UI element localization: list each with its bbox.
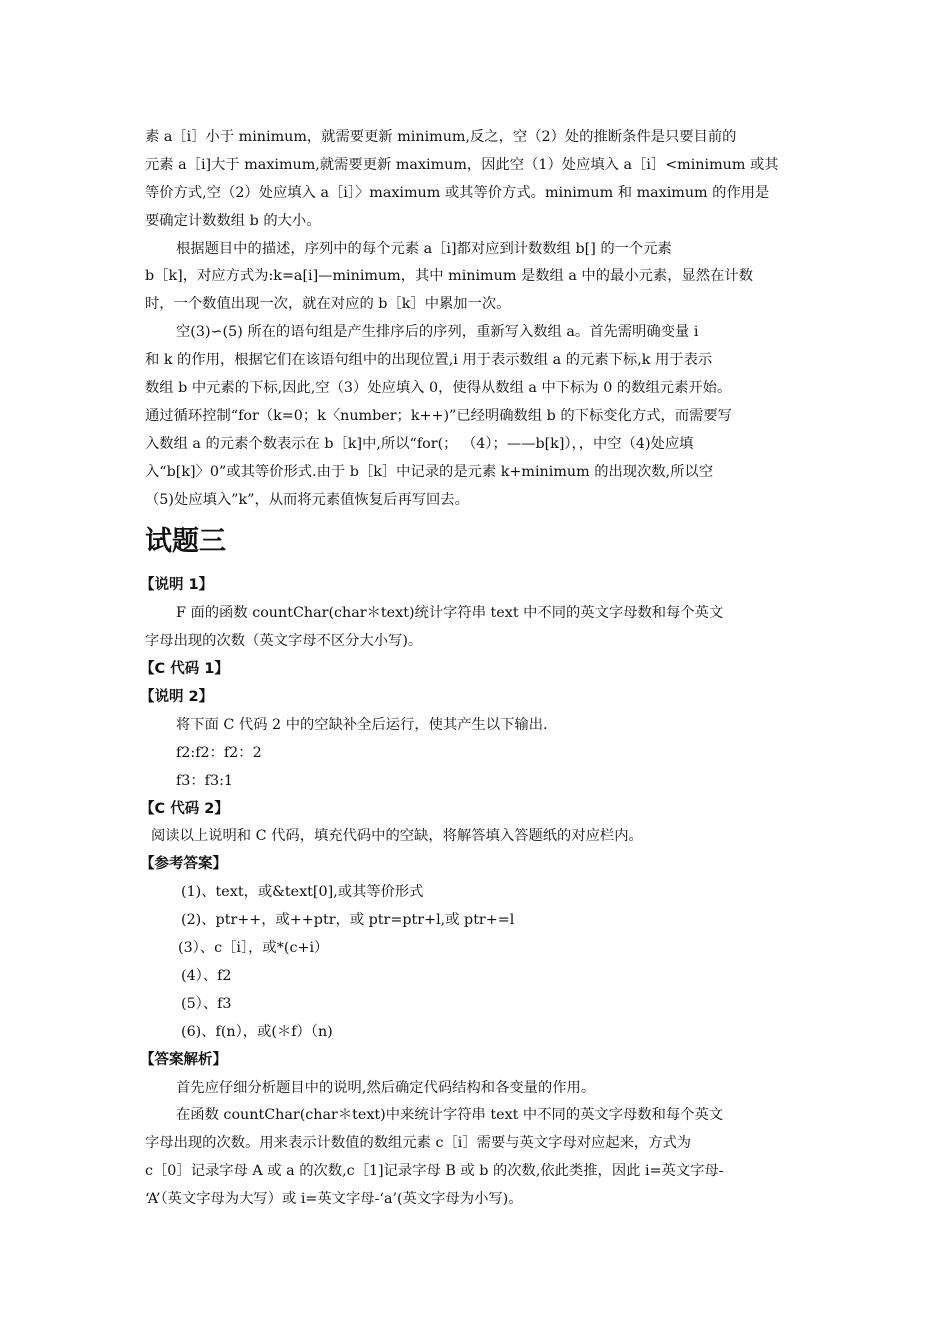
text-line: 和 k 的作用，根据它们在该语句组中的出现位置,i 用于表示数组 a 的元素下标,k 用于表示 [145, 352, 713, 369]
text-line: 素 a［i］小于 minimum，就需要更新 minimum,反之，空（2）处的推断条件是只要目前的 [145, 129, 737, 145]
text-line: （5)处应填入”k”，从而将元素值恢复后再写回去。 [145, 491, 469, 508]
text-line: 空(3)∽(5) 所在的语句组是产生排序后的序列，重新写入数组 a。首先需明确变量 i [176, 324, 699, 341]
answer-item: (6)、f(n），或(＊f）（n) [181, 1023, 333, 1040]
desc2-label: 【说明 2】 [140, 689, 214, 706]
code2-label: 【C 代码 2】 [140, 800, 229, 817]
code1-label: 【C 代码 1】 [140, 661, 229, 678]
text-line: 根据题目中的描述，序列中的每个元素 a［i]都对应到计数数组 b[] 的一个元素 [176, 240, 672, 257]
text-line: 字母出现的次数。用来表示计数值的数组元素 c［i］需要与英文字母对应起来，方式为 [145, 1135, 692, 1152]
answer-item: (4）、f2 [181, 967, 232, 984]
text-line: 入数组 a 的元素个数表示在 b［k]中,所以“for(； （4）；——b[k]），，中空（4)处应填 [145, 435, 694, 452]
text-line: b［k]，对应方式为:k=a[i]—minimum，其中 minimum 是数组 a 中的最小元素，显然在计数 [145, 268, 753, 285]
text-line: 等价方式,空（2）处应填入 a［i］〉maximum 或其等价方式。minimum 和 maximum 的作用是 [145, 184, 770, 201]
output-line: f2:f2：f2：2 [176, 744, 262, 761]
text-line: 要确定计数数组 b 的大小。 [145, 212, 321, 229]
document-page [140, 124, 810, 1214]
text-line: 首先应仔细分析题目中的说明,然后确定代码结构和各变量的作用。 [176, 1079, 596, 1096]
paragraph-mapping [145, 236, 810, 320]
paragraph-continued [145, 124, 810, 236]
answers-label: 【参考答案】 [140, 856, 227, 873]
answer-item: (5）、f3 [181, 995, 232, 1012]
text-line: ‘A’（英文字母为大写）或 i=英文字母-‘a’(英文字母为小写)。 [145, 1191, 523, 1208]
paragraph-sorting [145, 319, 810, 514]
text-line: 通过循环控制“for（k=0；k〈number；k++)”已经明确数组 b 的下标变化方式，而需要写 [145, 407, 732, 424]
text-line: 字母出现的次数（英文字母不区分大小写)。 [145, 633, 423, 650]
answer-item: (2)、ptr++，或++ptr，或 ptr=ptr+l,或 ptr+=l [181, 912, 515, 929]
text-line: 入“b[k]〉0”或其等价形式.由于 b［k］中记录的是元素 k+minimum 的出现次数,所以空 [145, 463, 714, 480]
answer-item: (1)、text，或&text[0],或其等价形式 [181, 884, 424, 901]
section-heading: 试题三 [145, 526, 226, 558]
text-line: 阅读以上说明和 C 代码，填充代码中的空缺，将解答填入答题纸的对应栏内。 [151, 828, 643, 845]
output-line: f3：f3:1 [176, 772, 233, 789]
answer-item: (3）、c［i］，或*(c+i） [178, 940, 329, 957]
desc1-label: 【说明 1】 [140, 577, 214, 594]
text-line: 数组 b 中元素的下标,因此,空（3）处应填入 0，使得从数组 a 中下标为 0 的数组元素开始。 [145, 380, 732, 397]
analysis-label: 【答案解析】 [140, 1051, 227, 1068]
text-line: 将下面 C 代码 2 中的空缺补全后运行，使其产生以下输出. [176, 716, 548, 733]
text-line: c［0］记录字母 A 或 a 的次数,c［1]记录字母 B 或 b 的次数,依此类推，因此 i=英文字母- [145, 1163, 724, 1180]
text-line: 在函数 countChar(char＊text)中来统计字符串 text 中不同的英文字母数和每个英文 [176, 1107, 724, 1124]
text-line: F 面的函数 countChar(char＊text)统计字符串 text 中不同的英文字母数和每个英文 [176, 605, 724, 622]
text-line: 时，一个数值出现一次，就在对应的 b［k］中累加一次。 [145, 296, 511, 313]
text-line: 元素 a［i]大于 maximum,就需要更新 maximum，因此空（1）处应填入 a［i］<minimum 或其 [145, 156, 779, 173]
